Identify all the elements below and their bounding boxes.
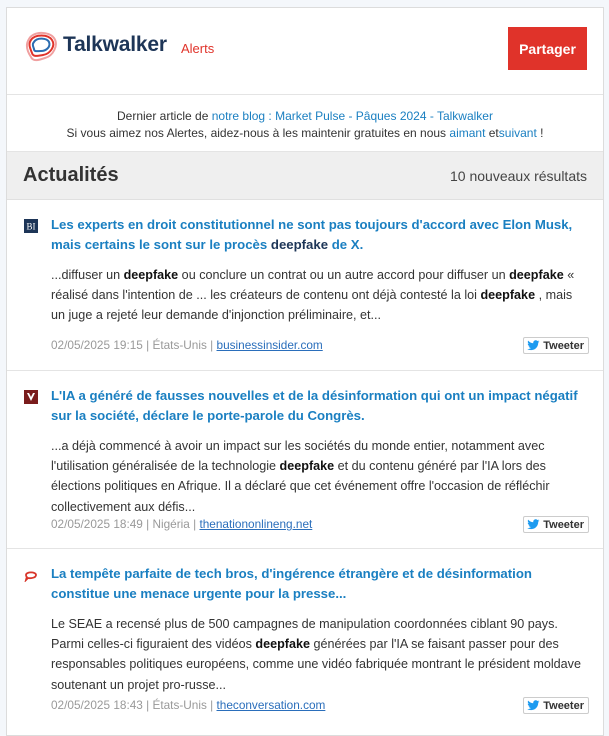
article-snippet xyxy=(51,436,589,517)
article-meta: 02/05/2025 18:43 | États-Unis | theconversation.com xyxy=(51,698,326,712)
article-country: États-Unis xyxy=(152,338,207,352)
header xyxy=(7,8,603,95)
blog-notice xyxy=(7,95,603,152)
tweet-button[interactable] xyxy=(523,337,589,354)
the-nation-icon xyxy=(24,390,38,404)
article-title[interactable] xyxy=(51,386,589,426)
twitter-bird-icon xyxy=(527,519,540,530)
notice-line-2 xyxy=(7,125,603,142)
results-count: 10 nouveaux résultats xyxy=(450,168,587,184)
tweet-button[interactable] xyxy=(523,516,589,533)
twitter-bird-icon xyxy=(527,340,540,351)
snippet-text: générées par l'IA se faisant passer pour des responsables politiques européens, comme une vidéo fabriquée montrant le président moldave soutenant un projet pro-russe... xyxy=(51,637,581,692)
article-country: Nigéria xyxy=(152,517,190,531)
notice-mid: et xyxy=(485,126,499,140)
snippet-text: , mais un juge a rejeté leur demande d'injonction préliminaire, et... xyxy=(51,288,573,323)
snippet-keyword: deepfake xyxy=(279,459,335,474)
notice-prefix: Dernier article de xyxy=(117,109,212,123)
snippet-keyword: deepfake xyxy=(123,268,179,282)
alert-email-card xyxy=(6,7,604,736)
talkwalker-logo-icon xyxy=(23,29,59,65)
article-title-keyword: deepfake xyxy=(270,237,329,252)
tweet-label: Tweeter xyxy=(543,699,584,712)
business-insider-icon xyxy=(24,219,38,233)
brand-subtitle: Alerts xyxy=(181,41,215,56)
article-item xyxy=(7,371,603,549)
section-title: Actualités xyxy=(23,164,119,186)
article-item xyxy=(7,549,603,736)
twitter-bird-icon xyxy=(527,700,540,711)
svg-text:BI: BI xyxy=(26,221,36,232)
notice-suffix: ! xyxy=(536,126,544,140)
like-link[interactable]: aimant xyxy=(449,126,486,140)
snippet-keyword: deepfake xyxy=(480,288,536,303)
article-snippet xyxy=(51,614,589,695)
article-item xyxy=(7,200,603,371)
section-header xyxy=(7,152,603,200)
snippet-text: « réalisé dans l'intention de ... les créateurs de contenu ont déjà contesté la loi xyxy=(51,268,575,303)
article-date: 02/05/2025 18:43 xyxy=(51,698,143,712)
tweet-button[interactable] xyxy=(523,697,589,714)
article-country: États-Unis xyxy=(152,698,207,712)
snippet-text: ...diffuser un xyxy=(51,268,124,282)
article-title-end: de X. xyxy=(328,237,364,252)
article-meta: 02/05/2025 18:49 | Nigéria | thenationonlineng.net xyxy=(51,517,313,531)
article-title[interactable] xyxy=(51,215,589,255)
the-conversation-icon xyxy=(24,568,38,582)
article-title-text: L'IA a généré de fausses nouvelles et de la désinformation qui ont un impact négatif sur la société, déclare le porte-parole du Congrès. xyxy=(51,388,578,423)
article-title-text: Les experts en droit constitutionnel ne sont pas toujours d'accord avec Elon Musk, mais certains le sont sur le procès xyxy=(51,217,573,252)
follow-link[interactable]: suivant xyxy=(498,126,537,140)
notice-text: Si vous aimez nos Alertes, aidez-nous à les maintenir gratuites en nous xyxy=(66,126,450,140)
snippet-text: Le SEAE a recensé plus de 500 campagnes de manipulation coordonnées ciblant 90 pays. Parmi celles-ci figuraient des vidéos xyxy=(51,617,558,652)
snippet-keyword: deepfake xyxy=(509,268,564,282)
article-title-text: La tempête parfaite de tech bros, d'ingérence étrangère et de désinformation constitue une menace urgente pour la presse... xyxy=(51,566,532,601)
snippet-text: et du contenu généré par l'IA lors des élections politiques en Afrique. Il a déclaré que cet événement offre l'occasion de réfléchir collectivement aux défis... xyxy=(51,459,550,514)
brand-name: Talkwalker xyxy=(63,33,167,56)
article-snippet xyxy=(51,265,589,326)
tweet-label: Tweeter xyxy=(543,518,584,531)
article-date: 02/05/2025 18:49 xyxy=(51,517,143,531)
article-domain-link[interactable]: thenationonlineng.net xyxy=(199,517,313,531)
tweet-label: Tweeter xyxy=(543,339,584,352)
article-title[interactable] xyxy=(51,564,589,604)
blog-link[interactable]: notre blog : Market Pulse - Pâques 2024 - Talkwalker xyxy=(211,109,493,123)
article-meta: 02/05/2025 19:15 | États-Unis | businessinsider.com xyxy=(51,338,323,352)
snippet-text: ou conclure un contrat ou un autre accord pour diffuser un xyxy=(178,268,510,282)
notice-line-1 xyxy=(7,108,603,125)
snippet-text: ...a déjà commencé à avoir un impact sur les sociétés du monde entier, notamment avec l'utilisation généralisée de la technologie xyxy=(51,439,545,474)
article-date: 02/05/2025 19:15 xyxy=(51,338,143,352)
article-domain-link[interactable]: theconversation.com xyxy=(216,698,326,712)
article-domain-link[interactable]: businessinsider.com xyxy=(216,338,323,352)
share-button[interactable]: Partager xyxy=(508,27,587,70)
snippet-keyword: deepfake xyxy=(255,637,310,652)
